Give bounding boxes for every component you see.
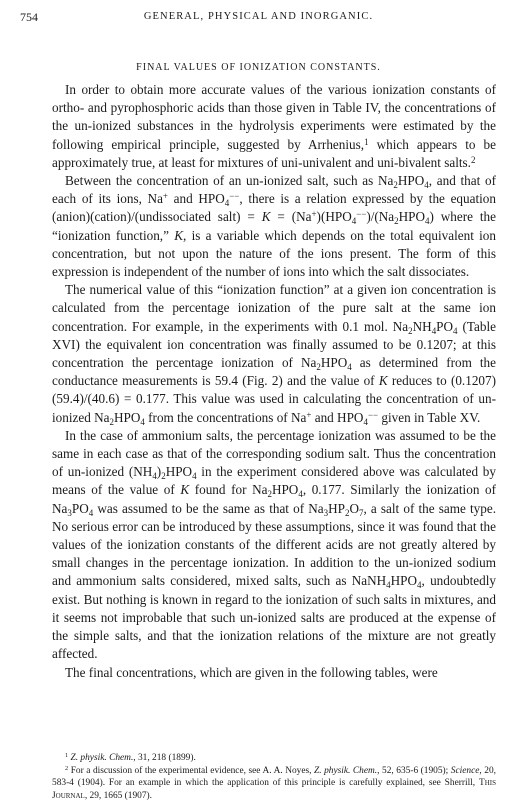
footnote-1: $^1$ Z. physik. Chem., 31, 218 (1899). [65,752,196,763]
footnotes [52,752,496,802]
paragraph-4: In the case of ammonium salts, the percentage ionization was assumed to be the same in each case as that of the corresponding sodium salt. Thus the concentration of un-ionized $(NH_4)_2HPO_4$ in the experiment considered above was calculated by means of the value of K found for $Na_2HPO_4$, 0.177. Similarly the ionization of $Na_3PO_4$ was assumed to be the same as that of $Na_3HP_2O_7$, a salt of the same type. No serious error can be introduced by these assumptions, since it was found that the values of the ionization constants of the different acids are not greatly altered by small changes in the percentage ionization. In addition to the un-ionized sodium and ammonium salts considered, mixed salts, such as $NaNH_4HPO_4$, undoubtedly exist. But nothing is known in regard to the ionization of such salts in mixtures, and it seems not improbable that such un-ionized salts are produced at the expense of the simple salts, and that the ionization relations of the mixture are not greatly affected. [52,427,496,662]
running-head [20,10,497,28]
paragraph-2: Between the concentration of an un-ionized salt, such as $Na_2HPO_4$, and that of each of its ions, Na+ and $HPO_4^{--}$, there is a relation expressed by the equation (anion)(cation)/(undissociated salt) = $K = (Na^+)(HPO_4^{--})/(Na_2HPO_4)$ where the “ionization function,” K, is a variable which depends on the total equivalent ion concentration, but not upon the nature of the ions present. The form of this expression is independent of the number of ions into which the salt dissociates. [52,173,496,280]
paragraph-3: The numerical value of this “ionization function” at a given ion concentration is calculated from the percentage ionization of the pure salt at the same ion concentration. For example, in the experiments with 0.1 mol. $Na_2NH_4PO_4$ (Table XVI) the equivalent ion concentration was finally assumed to be 0.1207; at this concentration the percentage ionization of $Na_2HPO_4$ as determined from the conductance measurements is 59.4 (Fig. 2) and the value of K reduces to (0.1207) (59.4)/(40.6) = 0.177. This value was used in calculating the concentration of un-ionized $Na_2HPO_4$ from the concentrations of Na+ and $HPO_4^{--}$ given in Table XV. [52,282,496,427]
section-title: FINAL VALUES OF IONIZATION CONSTANTS. [136,62,381,73]
footnote-2: $^2$ For a discussion of the experimental evidence, see A. A. Noyes, Z. physik. Chem., 52, 635-6 (1905); Science, 20, 583-4 (1904). For an example in which the application of this principle is carefully explained, see Sherrill, This Journal, 29, 1665 (1907). [52,764,496,801]
running-title: GENERAL, PHYSICAL AND INORGANIC. [143,11,374,22]
footnote-ref-2[interactable]: 2 [470,154,476,165]
paragraph-5: The final concentrations, which are given in the following tables, were [65,664,438,680]
paragraph-1: In order to obtain more accurate values of the various ionization constants of ortho- and pyrophosphoric acids than those given in Table IV, the concentrations of the un-ionized substances in the hydrolysis experiments were estimated by the following empirical principle, suggested by Arrhenius,$^1$ which appears to be approximately true, at least for mixtures of uni-univalent and uni-bivalent salts.$^2$ [52,82,496,170]
footnote-ref-1[interactable]: 1 [364,136,369,147]
page-number: 754 [20,10,38,24]
body-text [52,81,496,682]
